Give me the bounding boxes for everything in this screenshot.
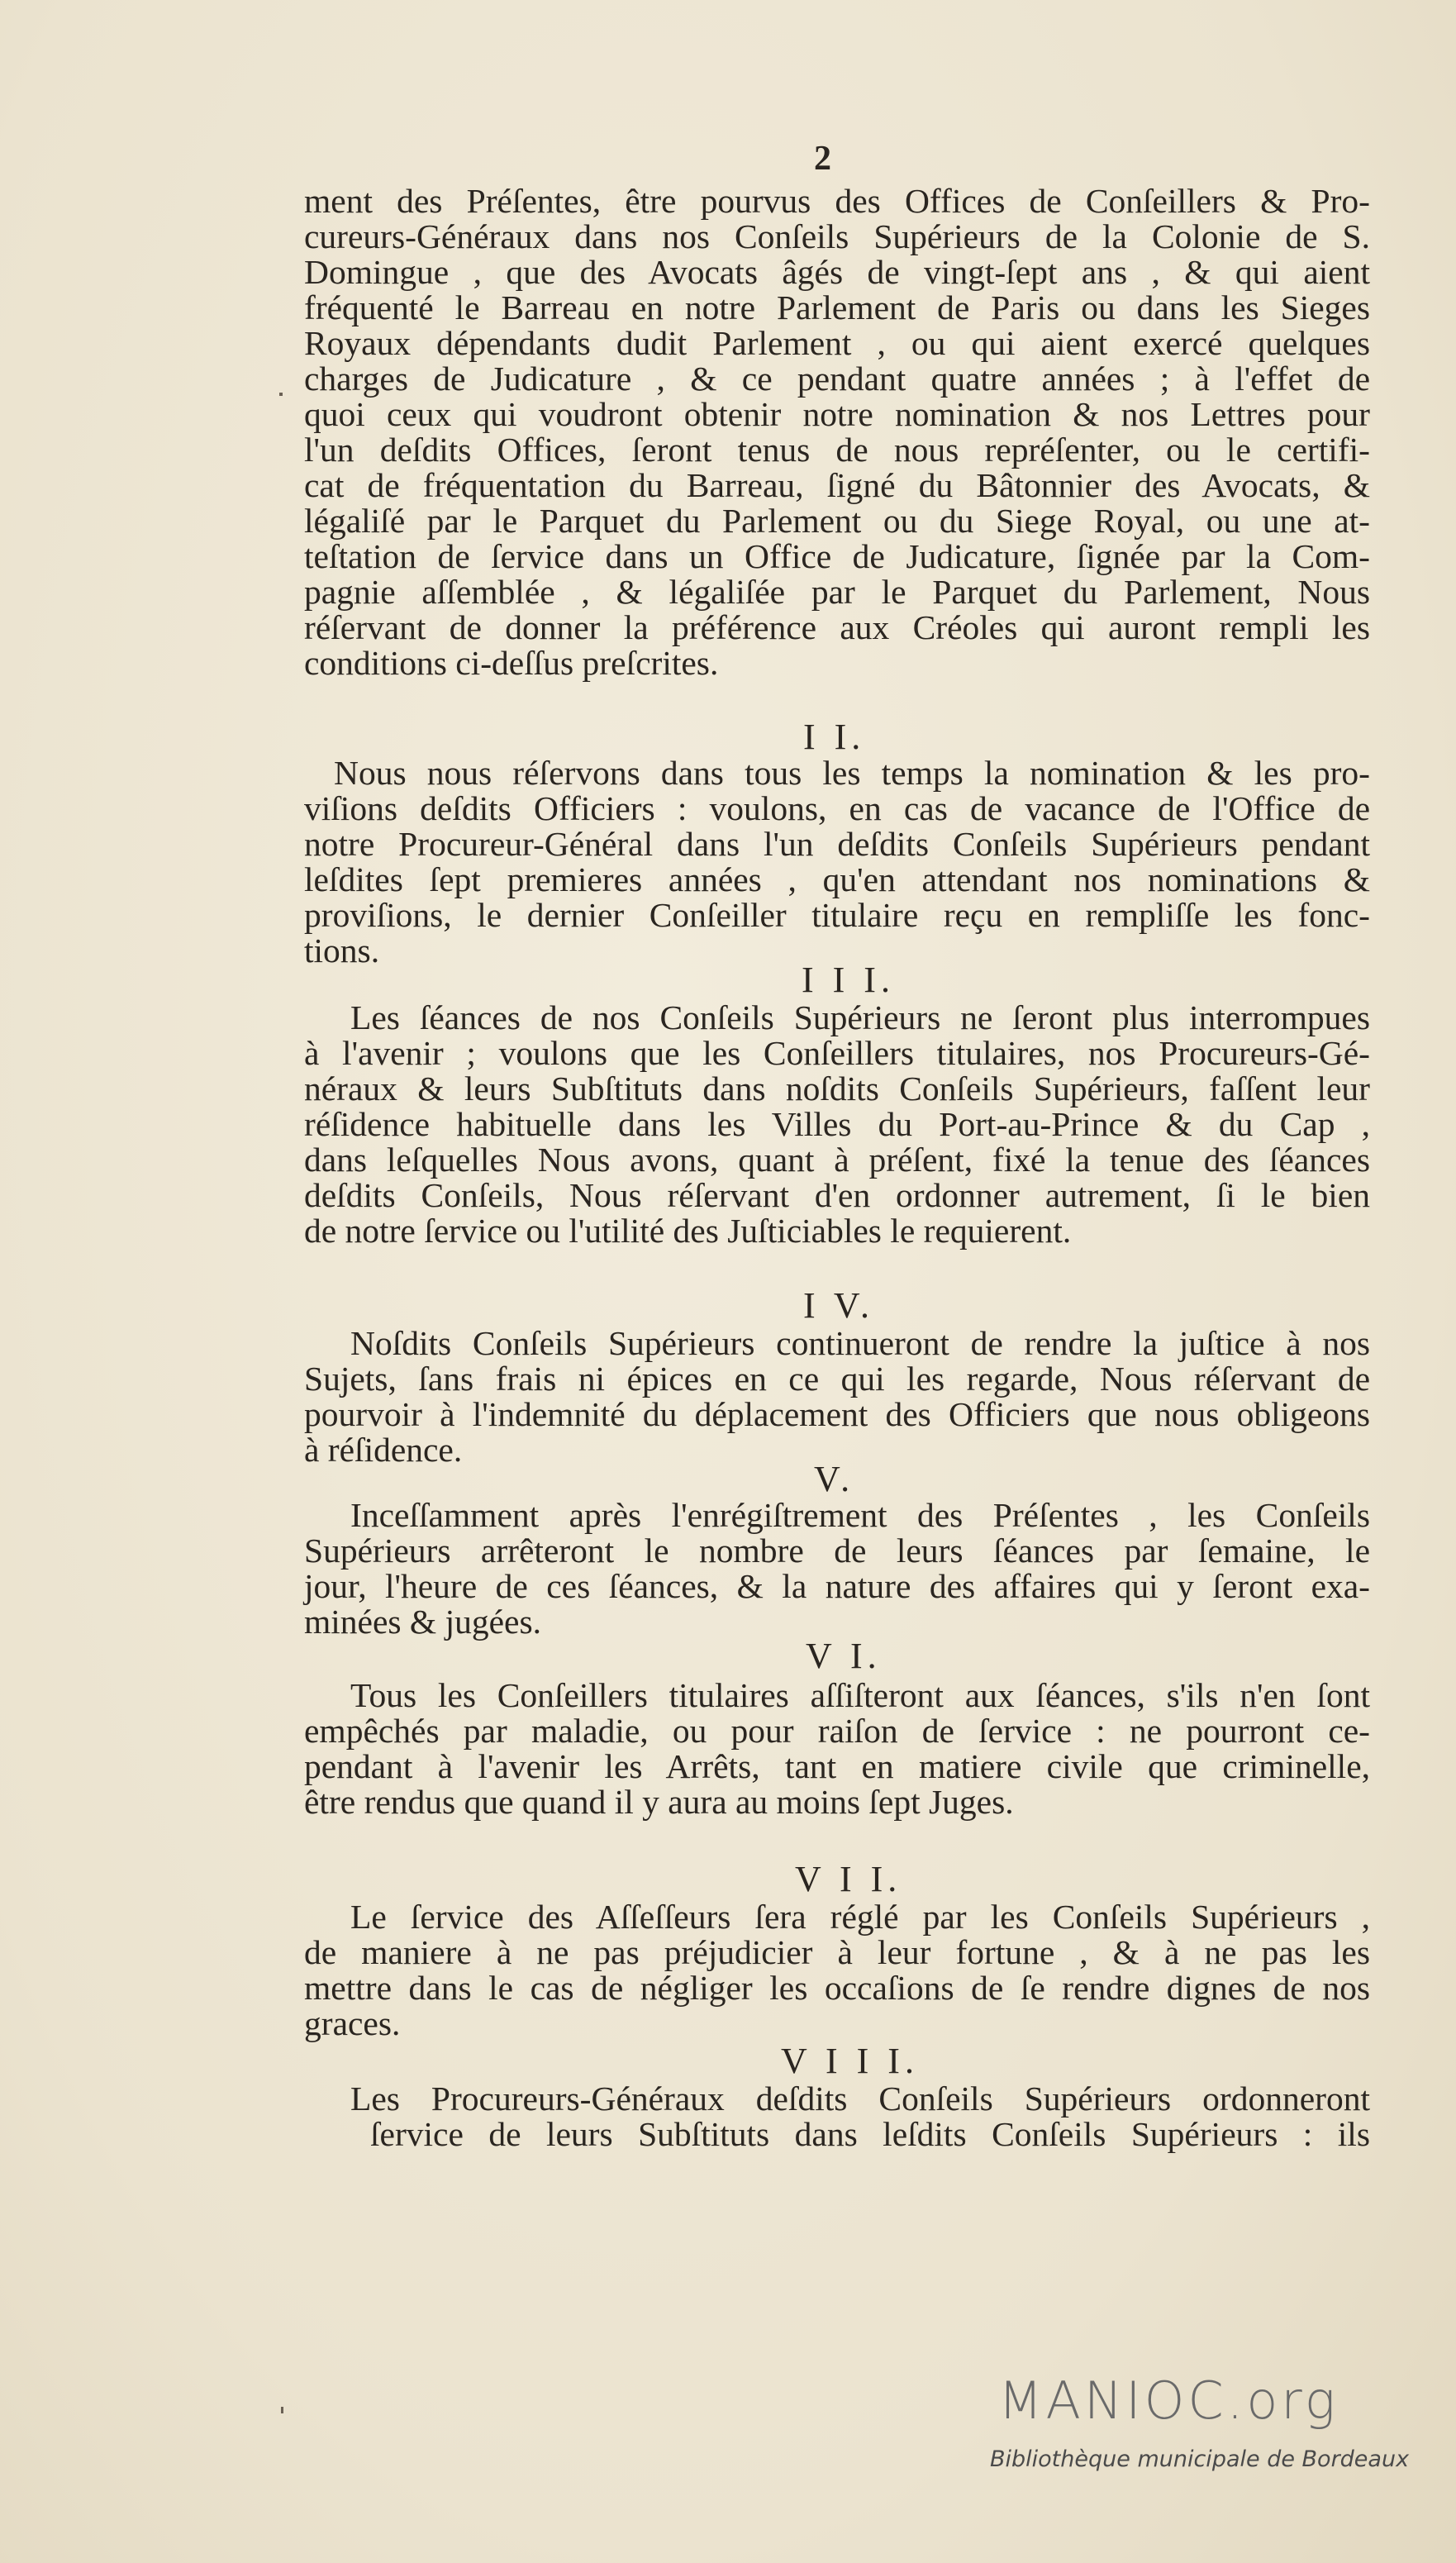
text-line: à réſidence. (304, 1431, 463, 1469)
text-line: proviſions, le dernier Conſeiller titulaire reçu en rempliſſe les fonc- (304, 896, 1370, 934)
text-line: minées & jugées. (304, 1603, 541, 1641)
text-line: à l'avenir ; voulons que les Conſeillers titulaires, nos Procureurs-Gé- (304, 1034, 1370, 1072)
page-number: 2 (814, 140, 831, 178)
paragraph-article-8 (304, 2081, 1370, 2152)
text-line: dans leſquelles Nous avons, quant à préſent, fixé la tenue des ſéances (304, 1141, 1370, 1179)
text-line: notre Procureur-Général dans l'un deſdits Conſeils Supérieurs pendant (304, 825, 1370, 863)
text-line: légaliſé par le Parquet du Parlement ou du Siege Royal, ou une at- (304, 502, 1370, 540)
text-line: Les ſéances de nos Conſeils Supérieurs ne ſeront plus interrompues (350, 998, 1370, 1036)
text-line: charges de Judicature , & ce pendant quatre années ; à l'effet de (304, 360, 1370, 398)
text-line: jour, l'heure de ces ſéances, & la nature des affaires qui y ſeront exa- (304, 1567, 1370, 1605)
text-line: pourvoir à l'indemnité du déplacement des Officiers que nous obligeons (304, 1395, 1370, 1433)
text-line: de maniere à ne pas préjudicier à leur fortune , & à ne pas les (304, 1933, 1370, 1971)
text-line: deſdits Conſeils, Nous réſervant d'en ordonner autrement, ſi le bien (304, 1176, 1370, 1214)
paragraph-article-5 (304, 1498, 1370, 1640)
text-line: Noſdits Conſeils Supérieurs continueront de rendre la juſtice à nos (350, 1324, 1370, 1362)
text-line: viſions deſdits Officiers : voulons, en cas de vacance de l'Office de (304, 789, 1370, 827)
text-line: Nous nous réſervons dans tous les temps la nomination & les pro- (334, 754, 1370, 792)
text-line: ſervice de leurs Subſtituts dans leſdits Conſeils Supérieurs : ils (370, 2115, 1370, 2153)
article-heading-6: V I. (806, 1636, 882, 1676)
manioc-logo (990, 2370, 1428, 2486)
paragraph-article-7 (304, 1899, 1370, 2041)
article-heading-3: I I I. (802, 960, 895, 1000)
article-heading-8: V I I I. (781, 2041, 919, 2081)
text-line: tions. (304, 931, 380, 969)
paper-speck (281, 2407, 283, 2413)
text-line: ment des Préſentes, être pourvus des Offices de Conſeillers & Pro- (304, 182, 1370, 220)
text-line: cat de fréquentation du Barreau, ſigné du Bâtonnier des Avocats, & (304, 466, 1370, 504)
article-heading-4: I V. (803, 1285, 874, 1326)
text-line: Tous les Conſeillers titulaires aſſiſteront aux ſéances, s'ils n'en ſont (350, 1676, 1370, 1714)
logo-wordmark: MANIOC.org (998, 2370, 1339, 2431)
paragraph-article-6 (304, 1678, 1370, 1820)
text-line: néraux & leurs Subſtituts dans noſdits Conſeils Supérieurs, faſſent leur (304, 1070, 1370, 1108)
text-line: Inceſſamment après l'enrégiſtrement des Préſentes , les Conſeils (350, 1496, 1370, 1534)
text-line: quoi ceux qui voudront obtenir notre nomination & nos Lettres pour (304, 395, 1370, 433)
paragraph-article-1-continued (304, 183, 1370, 681)
text-line: Royaux dépendants dudit Parlement , ou qui aient exercé quelques (304, 324, 1370, 362)
text-line: réſidence habituelle dans les Villes du Port-au-Prince & du Cap , (304, 1105, 1370, 1143)
text-line: leſdites ſept premieres années , qu'en attendant nos nominations & (304, 860, 1370, 898)
text-line: graces. (304, 2004, 401, 2042)
paragraph-article-4 (304, 1326, 1370, 1468)
paragraph-article-3 (304, 1000, 1370, 1249)
text-line: Domingue , que des Avocats âgés de vingt-ſept ans , & qui aient (304, 253, 1370, 291)
text-line: Sujets, ſans frais ni épices en ce qui les regarde, Nous réſervant de (304, 1360, 1370, 1398)
text-line: cureurs-Généraux dans nos Conſeils Supérieurs de la Colonie de S. (304, 217, 1370, 255)
article-heading-5: V. (814, 1459, 855, 1499)
text-line: pendant à l'avenir les Arrêts, tant en matiere civile que criminelle, (304, 1747, 1370, 1785)
text-line: réſervant de donner la préférence aux Créoles qui auront rempli les (304, 608, 1370, 646)
text-line: Les Procureurs-Généraux deſdits Conſeils Supérieurs ordonneront (350, 2079, 1370, 2118)
paper-speck (279, 393, 283, 396)
article-heading-2: I I. (803, 717, 866, 757)
logo-subtitle: Bibliothèque municipale de Bordeaux (990, 2446, 1410, 2472)
paragraph-article-2 (304, 755, 1370, 969)
text-line: empêchés par maladie, ou pour raiſon de ſervice : ne pourront ce- (304, 1712, 1370, 1750)
article-heading-7: V I I. (795, 1859, 902, 1899)
text-line: Supérieurs arrêteront le nombre de leurs ſéances par ſemaine, le (304, 1532, 1370, 1570)
text-line: fréquenté le Barreau en notre Parlement de Paris ou dans les Sieges (304, 288, 1370, 326)
text-line: conditions ci-deſſus preſcrites. (304, 644, 719, 682)
text-line: Le ſervice des Aſſeſſeurs ſera réglé par les Conſeils Supérieurs , (350, 1898, 1370, 1936)
text-line: pagnie aſſemblée , & légaliſée par le Parquet du Parlement, Nous (304, 573, 1370, 611)
text-line: mettre dans le cas de négliger les occaſions de ſe rendre dignes de nos (304, 1969, 1370, 2007)
text-line: de notre ſervice ou l'utilité des Juſticiables le requierent. (304, 1212, 1072, 1250)
text-line: teſtation de ſervice dans un Office de Judicature, ſignée par la Com- (304, 537, 1370, 575)
text-line: être rendus que quand il y aura au moins ſept Juges. (304, 1783, 1014, 1821)
text-line: l'un deſdits Offices, ſeront tenus de nous repréſenter, ou le certifi- (304, 431, 1370, 469)
